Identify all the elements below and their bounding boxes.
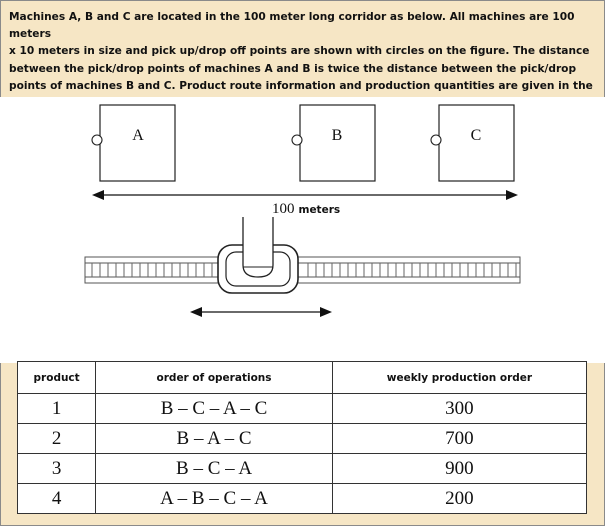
table-header-row (18, 362, 587, 394)
quantity-cell: 200 (332, 484, 586, 514)
layout-diagram-area (0, 97, 605, 363)
problem-line: x 10 meters in size and pick up/drop off points are shown with circles on the figure. The distance (9, 45, 590, 58)
corridor-length-label (272, 201, 340, 217)
machine-c (431, 105, 514, 181)
pickup-drop-point-a (92, 135, 102, 145)
machine-b-label: B (331, 127, 343, 144)
rail-track (85, 257, 520, 283)
corridor-length-arrow (92, 190, 518, 200)
product-cell: 2 (18, 424, 96, 454)
table-row (18, 394, 587, 424)
problem-line: between the pick/drop points of machines A and B is twice the distance between the pick/drop (9, 62, 577, 75)
operations-cell: B – C – A – C (96, 394, 333, 424)
operations-cell: B – A – C (96, 424, 333, 454)
quantity-cell: 900 (332, 454, 586, 484)
table-row (18, 484, 587, 514)
operations-cell: B – C – A (96, 454, 333, 484)
machine-b (292, 105, 375, 181)
product-cell: 1 (18, 394, 96, 424)
quantity-cell: 700 (332, 424, 586, 454)
pickup-drop-point-b (292, 135, 302, 145)
pickup-drop-point-c (431, 135, 441, 145)
corridor-length-unit: meters (298, 204, 341, 216)
problem-line: points of machines B and C. Product route information and production quantities are given in the (9, 79, 593, 92)
column-header-product: product (18, 362, 96, 394)
column-header-order: order of operations (96, 362, 333, 394)
machine-a-label: A (132, 127, 144, 144)
problem-line: Machines A, B and C are located in the 100 meter long corridor as below. All machines are 100 meters (9, 11, 575, 41)
robot-movement-arrow (190, 307, 332, 317)
material-handling-robot (218, 217, 298, 293)
product-cell: 3 (18, 454, 96, 484)
table-row (18, 454, 587, 484)
table-row (18, 424, 587, 454)
layout-diagram (0, 97, 605, 363)
product-route-table (17, 361, 587, 514)
operations-cell: A – B – C – A (96, 484, 333, 514)
quantity-cell: 300 (332, 394, 586, 424)
machine-c-label: C (470, 127, 482, 144)
corridor-length-number: 100 (272, 201, 295, 217)
product-cell: 4 (18, 484, 96, 514)
column-header-production: weekly production order (332, 362, 586, 394)
machine-a (92, 105, 175, 181)
